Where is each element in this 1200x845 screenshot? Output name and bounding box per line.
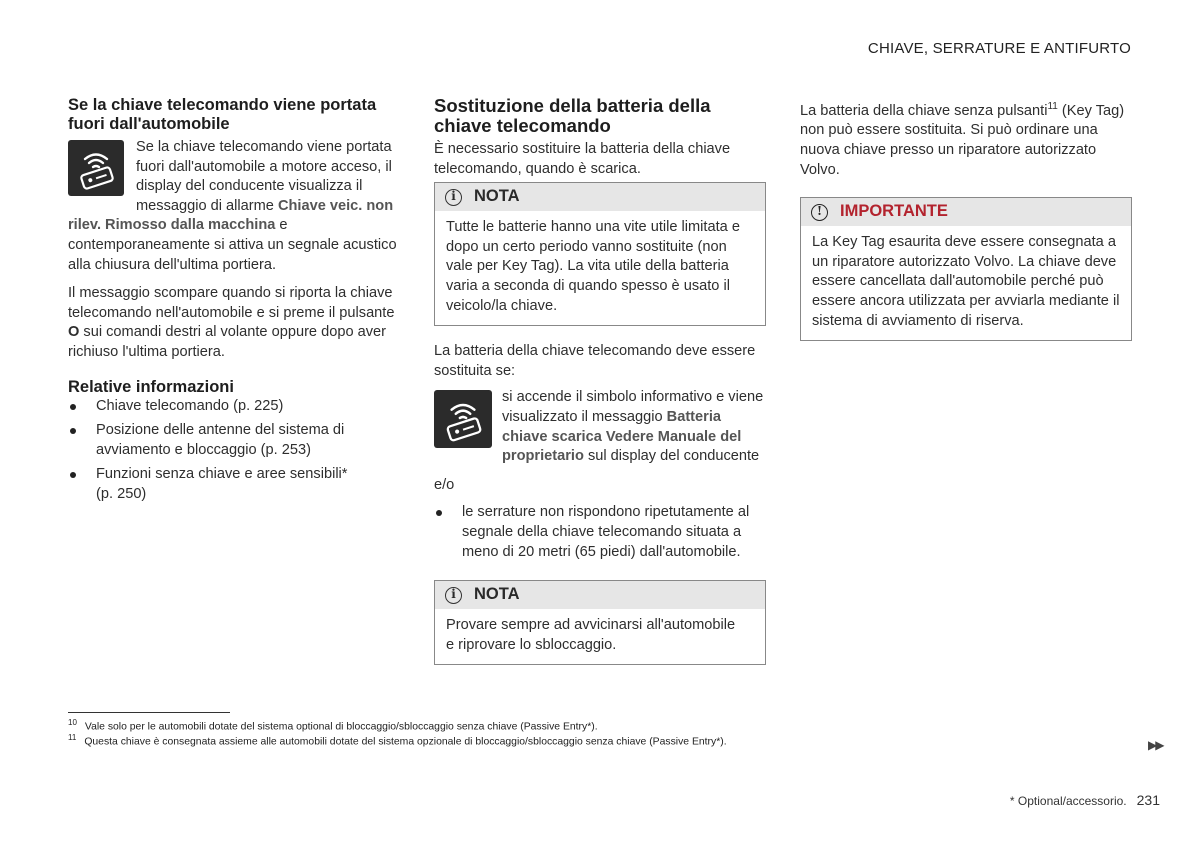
message-disappears-paragraph: Il messaggio scompare quando si riporta la chiave telecomando nell'automobile e si preme il pulsante O sui comandi destri al volante oppure dopo aver richiuso l'ultima portiera.	[68, 285, 395, 360]
footnote-divider	[68, 712, 230, 713]
important-box	[800, 197, 1132, 341]
note-box-2	[434, 580, 766, 665]
remote-key-icon	[68, 140, 124, 196]
column-3	[800, 97, 1132, 341]
and-or-text: e/o	[434, 476, 455, 493]
key-tag-paragraph: La batteria della chiave senza pulsanti$^{11}$ (Key Tag) non può essere sostituita. Si può ordinare una nuova chiave presso un riparatore autorizzato Volvo.	[800, 101, 1125, 178]
footnote-11: $^{11}$ Questa chiave è consegnata assieme alle automobili dotate del sistema opzionale di bloccaggio/sbloccaggio senza chiave (Passive Entry*).	[68, 733, 727, 748]
info-icon: i	[445, 587, 462, 604]
page-number: 231	[1136, 792, 1160, 808]
alert-message-text: Chiave veic. non rilev. Rimosso dalla macchina	[68, 197, 394, 234]
heading-key-outside: Se la chiave telecomando viene portata fuori dall'automobile	[68, 96, 377, 133]
steering-button-label: O	[68, 324, 80, 341]
page-footer	[1010, 792, 1160, 808]
battery-intro: È necessario sostituire la batteria della chiave telecomando, quando è scarica.	[434, 141, 731, 177]
key-outside-paragraph: Se la chiave telecomando viene portata fuori dall'automobile a motore acceso, il display del conducente visualizza il messaggio di allarme Chiave veic. non rilev. Rimosso dalla macchina e contemporaneamente si attiva un segnale acustico alla chiusura dell'ultima portiera.	[68, 139, 397, 273]
related-info-heading: Relative informazioni	[68, 377, 234, 396]
exclamation-icon: !	[811, 204, 828, 221]
condition-low-battery: si accende il simbolo informativo e viene visualizzato il messaggio Batteria chiave scarica Vedere Manuale del proprietario sul display del conducente	[502, 389, 764, 465]
important-header	[801, 198, 1131, 226]
remote-key-icon	[434, 390, 492, 448]
related-info-list	[68, 397, 398, 505]
note-header-2	[435, 581, 765, 609]
important-text: La Key Tag esaurita deve essere consegnata a un riparatore autorizzato Volvo. La chiave deve essere cancellata dall'automobile perché può essere ancora utilizzata per avviarla mediante il sistema di avviamento di riserva.	[812, 234, 1120, 329]
info-icon: i	[445, 189, 462, 206]
note-label: NOTA	[474, 585, 520, 604]
note-header-1	[435, 183, 765, 211]
low-battery-message: Batteria chiave scarica Vedere Manuale del proprietario	[502, 408, 742, 465]
column-1	[68, 96, 398, 505]
replace-conditions-intro: La batteria della chiave telecomando deve essere sostituita se:	[434, 343, 756, 379]
column-2	[434, 96, 766, 665]
heading-battery-replacement: Sostituzione della batteria della chiave telecomando	[434, 95, 711, 136]
optional-note: * Optional/accessorio.	[1009, 794, 1127, 808]
footnote-10: $^{10}$ Vale solo per le automobili dotate del sistema optional di bloccaggio/sbloccaggio senza chiave (Passive Entry*).	[68, 718, 598, 733]
note-label: NOTA	[474, 187, 520, 206]
note-text-1: Tutte le batterie hanno una vite utile limitata e dopo un certo periodo vanno sostituite (non vale per Key Tag). La vita utile della batteria varia a seconda di quando spesso è usato il veicolo/la chiave.	[446, 219, 740, 314]
condition-item: le serrature non rispondono ripetutamente al segnale della chiave telecomando situata a meno di 20 metri (65 piedi) dall'automobile.	[434, 503, 766, 562]
note-box-1	[434, 182, 766, 326]
condition-list	[434, 503, 766, 562]
related-link[interactable]: Chiave telecomando (p. 225)	[68, 397, 398, 417]
important-label: IMPORTANTE	[840, 202, 948, 221]
continue-arrows-icon: ▶▶	[1148, 738, 1163, 752]
related-link[interactable]: Posizione delle antenne del sistema di avviamento e bloccaggio (p. 253)	[68, 421, 398, 460]
footnote-ref-11: 11	[1047, 101, 1058, 112]
note-text-2: Provare sempre ad avvicinarsi all'automobile e riprovare lo sbloccaggio.	[446, 617, 736, 653]
section-title: CHIAVE, SERRATURE E ANTIFURTO	[867, 40, 1131, 57]
related-link[interactable]: Funzioni senza chiave e aree sensibili* (p. 250)	[68, 465, 398, 504]
